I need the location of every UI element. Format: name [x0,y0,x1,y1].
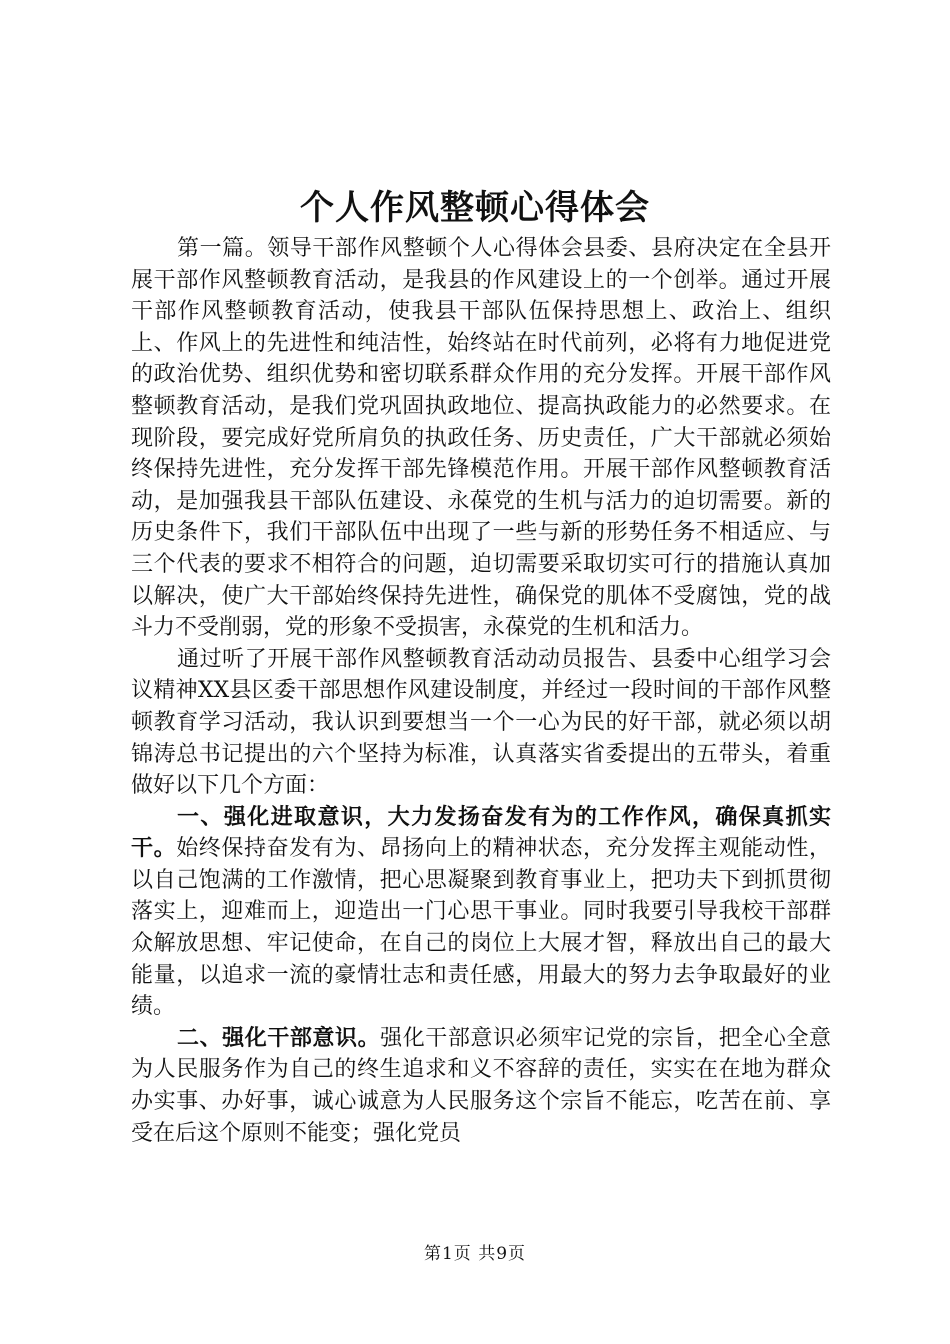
document-body [131,233,831,1149]
document-title: 个人作风整顿心得体会 [300,188,650,228]
paragraph-4 [131,1023,831,1149]
paragraph-1 [131,233,831,644]
paragraph-1-text: 第一篇。领导干部作风整顿个人心得体会县委、县府决定在全县开展干部作风整顿教育活动，是我县的作风建设上的一个创举。通过开展干部作风整顿教育活动，使我县干部队伍保持思想上、政治上、组织上、作风上的先进性和纯洁性，始终站在时代前列，必将有力地促进党的政治优势、组织优势和密切联系群众作用的充分发挥。开展干部作风整顿教育活动，是我们党巩固执政地位、提高执政能力的必然要求。在现阶段，要完成好党所肩负的执政任务、历史责任，广大干部就必须始终保持先进性，充分发挥干部先锋模范作用。开展干部作风整顿教育活动，是加强我县干部队伍建设、永葆党的生机与活力的迫切需要。新的历史条件下，我们干部队伍中出现了一些与新的形势任务不相适应、与三个代表的要求不相符合的问题，迫切需要采取切实可行的措施认真加以解决，使广大干部始终保持先进性，确保党的肌体不受腐蚀，党的战斗力不受削弱，党的形象不受损害，永葆党的生机和活力。 [131,236,831,641]
paragraph-3 [131,802,831,1023]
section-heading-1: 一、强化进取意识，大力发扬奋发有为的工作作风，确保真抓实干。 [131,803,831,862]
page-footer: 第1页 共9页 [423,1244,527,1264]
paragraph-2-text: 通过听了开展干部作风整顿教育活动动员报告、县委中心组学习会议精神XX县区委干部思想作风建设制度，并经过一段时间的干部作风整顿教育学习活动，我认识到要想当一个一心为民的好干部，就必须以胡锦涛总书记提出的六个坚持为标准，认真落实省委提出的五带头，着重做好以下几个方面： [131,646,831,799]
paragraph-3-text: 始终保持奋发有为、昂扬向上的精神状态，充分发挥主观能动性，以自己饱满的工作激情，把心思凝聚到教育事业上，把功夫下到抓贯彻落实上，迎难而上，迎造出一门心思干事业。同时我要引导我校干部群众解放思想、牢记使命，在自己的岗位上大展才智，释放出自己的最大能量，以追求一流的豪情壮志和责任感，用最大的努力去争取最好的业绩。 [131,836,831,1020]
section-heading-2: 二、强化干部意识。 [177,1024,381,1051]
paragraph-2 [131,644,831,802]
paragraph-4-text: 强化干部意识必须牢记党的宗旨，把全心全意为人民服务作为自己的终生追求和义不容辞的责任，实实在在地为群众办实事、办好事，诚心诚意为人民服务这个宗旨不能忘，吃苦在前、享受在后这个原则不能变；强化党员 [131,1025,831,1146]
